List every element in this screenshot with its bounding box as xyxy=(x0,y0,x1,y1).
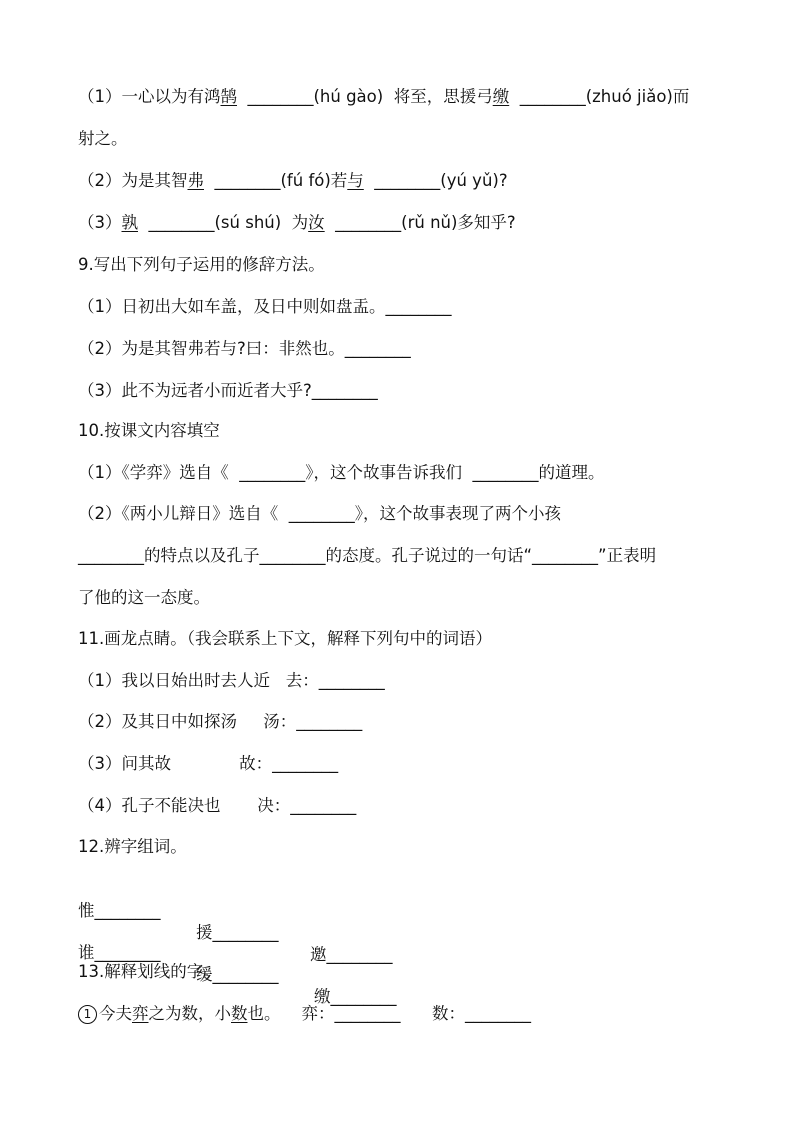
underlined-char: 鹄 xyxy=(220,87,237,106)
q8-line-2: 射之。 xyxy=(78,129,128,148)
q10-title: 10.按课文内容填空 xyxy=(78,421,220,440)
text: ________(sú shú) 为 xyxy=(138,213,309,232)
text: ________(rǔ nǔ)多知乎? xyxy=(324,213,516,232)
q10-line-1: （1）《学弈》选自《 ________》，这个故事告诉我们 ________的道理。 xyxy=(78,463,605,482)
word-item: 援________ xyxy=(196,923,279,942)
word-item: 惟________ xyxy=(78,901,161,920)
q11-line-1: （1）我以日始出时去人近 去：________ xyxy=(78,671,385,690)
q9-line-1: （1）日初出大如车盖，及日中则如盘盂。________ xyxy=(78,297,452,316)
q8-line-1 xyxy=(78,86,689,108)
q10-line-2: （2）《两小儿辩日》选自《 ________》，这个故事表现了两个小孩 xyxy=(78,504,561,523)
underlined-char: 弗 xyxy=(187,171,204,190)
text: ________(fú fó)若 xyxy=(204,171,348,190)
q12-title: 12.辨字组词。 xyxy=(78,837,187,856)
text: 也。 弈：________ 数：________ xyxy=(247,1004,531,1023)
q9-line-2: （2）为是其智弗若与?曰：非然也。________ xyxy=(78,339,411,358)
circled-number: 1 xyxy=(78,1005,97,1024)
q9-title: 9.写出下列句子运用的修辞方法。 xyxy=(78,255,325,274)
underlined-char: 与 xyxy=(347,171,364,190)
text: ________(zhuó jiǎo)而 xyxy=(509,87,690,106)
text: ________(yú yǔ)? xyxy=(363,171,508,190)
word-item: 缴________ xyxy=(314,987,397,1006)
text: （3） xyxy=(78,213,122,232)
underlined-char: 缴 xyxy=(492,87,510,106)
q8-line-4 xyxy=(78,212,516,234)
text: （1）一心以为有鸿 xyxy=(78,87,221,106)
word-item: 邀________ xyxy=(310,945,393,964)
q13-line-1 xyxy=(78,1003,531,1025)
q11-line-3: （3）问其故 故：________ xyxy=(78,754,339,773)
word-item: 谁________ xyxy=(78,943,161,962)
underlined-char: 汝 xyxy=(308,213,325,232)
q9-line-3: （3）此不为远者小而近者大乎?________ xyxy=(78,381,378,400)
q8-line-3 xyxy=(78,170,508,192)
q13-title: 13.解释划线的字。 xyxy=(78,962,220,981)
q11-title: 11.画龙点睛。（我会联系上下文，解释下列句中的词语） xyxy=(78,629,492,648)
underlined-char: 数 xyxy=(231,1004,248,1023)
text: （2）为是其智 xyxy=(78,171,188,190)
word-item: 缓________ xyxy=(196,965,279,984)
text: ________(hú gào) 将至，思援弓 xyxy=(237,87,493,106)
q11-line-2: （2）及其日中如探汤 汤：________ xyxy=(78,712,363,731)
text: 今夫 xyxy=(99,1004,132,1023)
q10-line-3: ________的特点以及孔子________的态度。孔子说过的一句话“________”正表明 xyxy=(78,546,657,565)
q10-line-4: 了他的这一态度。 xyxy=(78,588,210,607)
q11-line-4: （4）孔子不能决也 决：________ xyxy=(78,796,357,815)
text: 之为数，小 xyxy=(148,1004,231,1023)
underlined-char: 弈 xyxy=(132,1004,149,1023)
underlined-char: 孰 xyxy=(121,213,138,232)
